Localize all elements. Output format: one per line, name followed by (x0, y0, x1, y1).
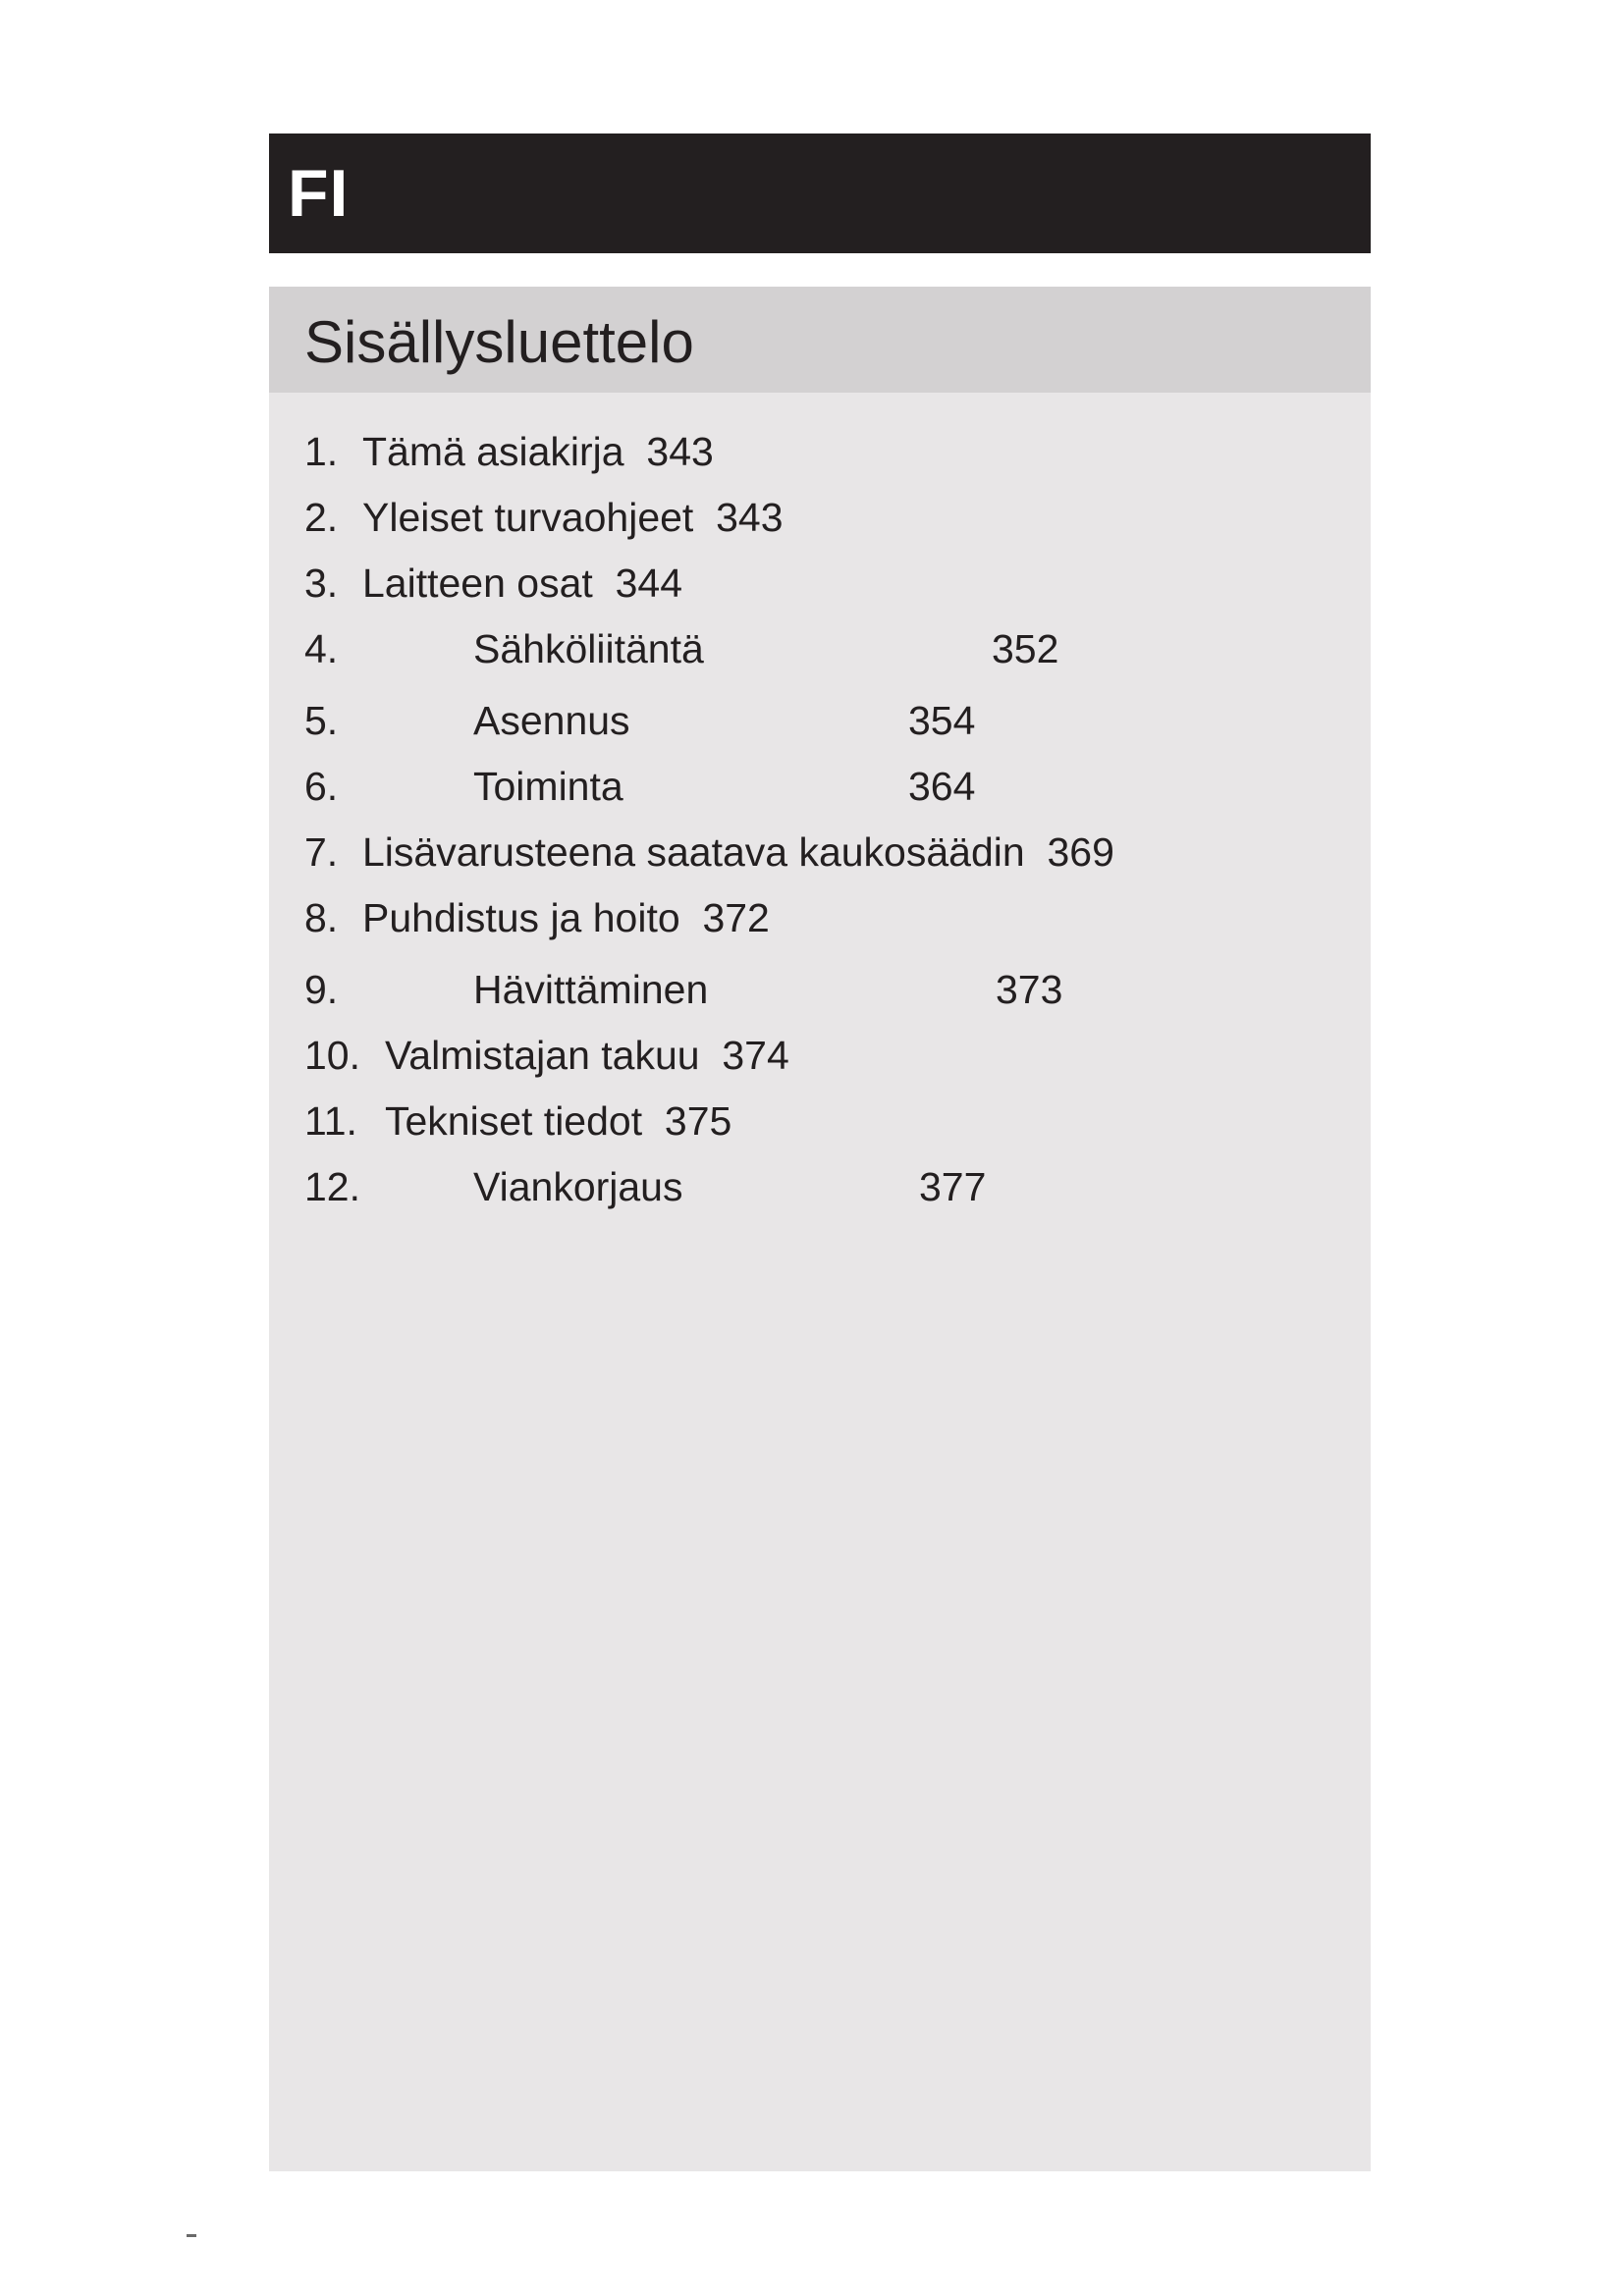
toc-item-page: 369 (1047, 829, 1114, 875)
toc-item-number: 8. (304, 895, 339, 940)
toc-item-label: Viankorjaus (473, 1164, 683, 1209)
toc-item-page: 343 (646, 429, 714, 474)
toc-item-label: Lisävarusteena saatava kaukosäädin 369 (362, 829, 1114, 875)
toc-item-label: Puhdistus ja hoito 372 (362, 895, 770, 940)
toc-item-page: 352 (992, 626, 1059, 671)
toc-item-label: Valmistajan takuu 374 (385, 1033, 789, 1078)
toc-item-label: Tekniset tiedot 375 (385, 1098, 732, 1144)
toc-item-label: Hävittäminen (473, 967, 709, 1012)
toc-item-page: 375 (664, 1098, 732, 1144)
toc-item-label: Yleiset turvaohjeet 343 (362, 495, 784, 540)
toc-item-number: 12. (304, 1164, 360, 1209)
toc-item-label: Toiminta (473, 764, 623, 809)
toc-item-page: 377 (919, 1164, 987, 1209)
toc-item-number: 3. (304, 561, 339, 606)
toc-item-page: 373 (996, 967, 1063, 1012)
toc-item-page: 343 (716, 495, 784, 540)
toc-item-number: 10. (304, 1033, 360, 1078)
toc-header (269, 287, 1371, 393)
toc-item-page: 374 (722, 1033, 789, 1078)
toc-item-number: 5. (304, 698, 339, 743)
toc-item-number: 1. (304, 429, 339, 474)
toc-item-label: Laitteen osat 344 (362, 561, 683, 606)
language-bar (269, 133, 1371, 253)
language-code: FI (288, 156, 350, 231)
footer-mark (187, 2234, 196, 2237)
toc-item-number: 9. (304, 967, 339, 1012)
toc-item-number: 4. (304, 626, 339, 671)
toc-panel (269, 287, 1371, 2171)
toc-item-page: 354 (908, 698, 976, 743)
toc-item-number: 11. (304, 1098, 357, 1144)
toc-title: Sisällysluettelo (304, 309, 694, 375)
toc-item-page: 372 (702, 895, 770, 940)
toc-item-page: 364 (908, 764, 976, 809)
toc-item-label: Asennus (473, 698, 630, 743)
toc-item-label: Tämä asiakirja 343 (362, 429, 714, 474)
toc-item-page: 344 (615, 561, 683, 606)
toc-item-number: 2. (304, 495, 339, 540)
toc-item-number: 7. (304, 829, 339, 875)
toc-item-label: Sähköliitäntä (473, 626, 704, 671)
toc-item-number: 6. (304, 764, 339, 809)
